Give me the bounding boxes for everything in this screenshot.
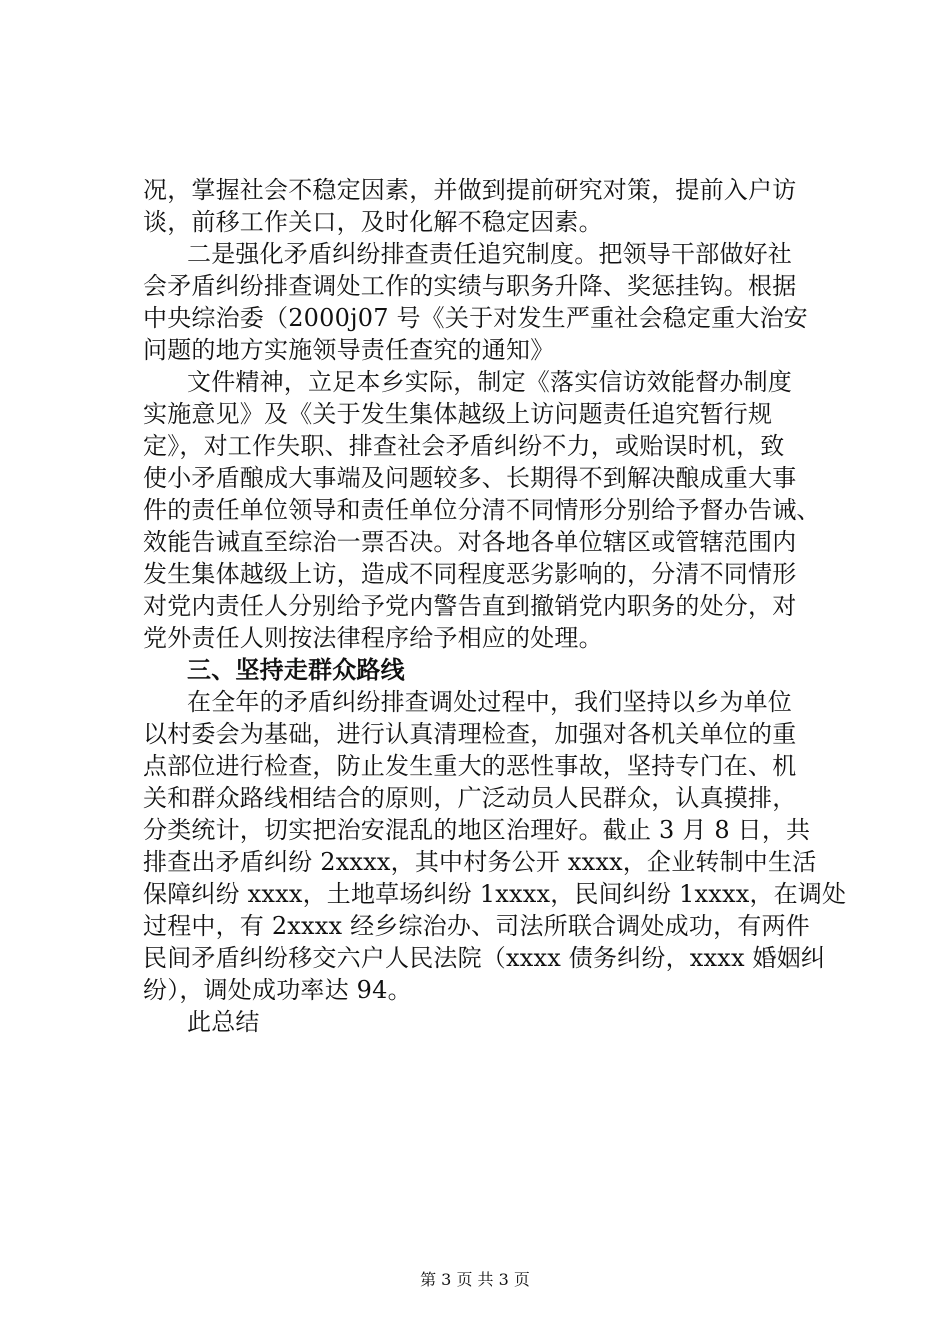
- text-line: 排查出矛盾纠纷 2xxxx，其中村务公开 xxxx，企业转制中生活: [143, 848, 817, 876]
- text-line: 定》，对工作失职、排查社会矛盾纠纷不力，或贻误时机，致: [143, 432, 785, 460]
- text-line: 二是强化矛盾纠纷排查责任追究制度。把领导干部做好社: [187, 240, 792, 268]
- text-line: 此总结: [187, 1008, 260, 1036]
- text-line: 点部位进行检查，防止发生重大的恶性事故，坚持专门在、机: [143, 752, 797, 780]
- text-line: 中央综治委（2000j07 号《关于对发生严重社会稳定重大治安: [143, 304, 808, 332]
- text-line: 民间矛盾纠纷移交六户人民法院（xxxx 债务纠纷，xxxx 婚姻纠: [143, 944, 826, 972]
- text-line: 况，掌握社会不稳定因素，并做到提前研究对策，提前入户访: [143, 176, 797, 204]
- text-line: 党外责任人则按法律程序给予相应的处理。: [143, 624, 603, 652]
- text-line: 效能告诫直至综治一票否决。对各地各单位辖区或管辖范围内: [143, 528, 797, 556]
- text-line: 关和群众路线相结合的原则，广泛动员人民群众，认真摸排，: [143, 784, 797, 812]
- text-line: 以村委会为基础，进行认真清理检查，加强对各机关单位的重: [143, 720, 797, 748]
- text-line: 问题的地方实施领导责任查究的通知》: [143, 336, 555, 364]
- document-body: [143, 174, 847, 1038]
- text-line: 文件精神，立足本乡实际，制定《落实信访效能督办制度: [187, 368, 792, 396]
- text-line: 纷），调处成功率达 94。: [143, 976, 412, 1004]
- page-footer: 第 3 页 共 3 页: [420, 1270, 530, 1289]
- text-line: 保障纠纷 xxxx，土地草场纠纷 1xxxx，民间纠纷 1xxxx，在调处: [143, 880, 847, 908]
- text-line: 过程中，有 2xxxx 经乡综治办、司法所联合调处成功，有两件: [143, 912, 810, 940]
- text-line: 实施意见》及《关于发生集体越级上访问题责任追究暂行规: [143, 400, 773, 428]
- text-line: 在全年的矛盾纠纷排查调处过程中，我们坚持以乡为单位: [187, 688, 792, 716]
- section-heading: 三、坚持走群众路线: [187, 656, 405, 684]
- text-line: 发生集体越级上访，造成不同程度恶劣影响的，分清不同情形: [143, 560, 797, 588]
- text-line: 谈，前移工作关口，及时化解不稳定因素。: [143, 208, 603, 236]
- text-line: 会矛盾纠纷排查调处工作的实绩与职务升降、奖惩挂钩。根据: [143, 272, 797, 300]
- text-line: 对党内责任人分别给予党内警告直到撤销党内职务的处分，对: [143, 592, 797, 620]
- text-line: 件的责任单位领导和责任单位分清不同情形分别给予督办告诫、: [143, 496, 821, 524]
- text-line: 分类统计，切实把治安混乱的地区治理好。截止 3 月 8 日，共: [143, 816, 811, 844]
- text-line: 使小矛盾酿成大事端及问题较多、长期得不到解决酿成重大事: [143, 464, 797, 492]
